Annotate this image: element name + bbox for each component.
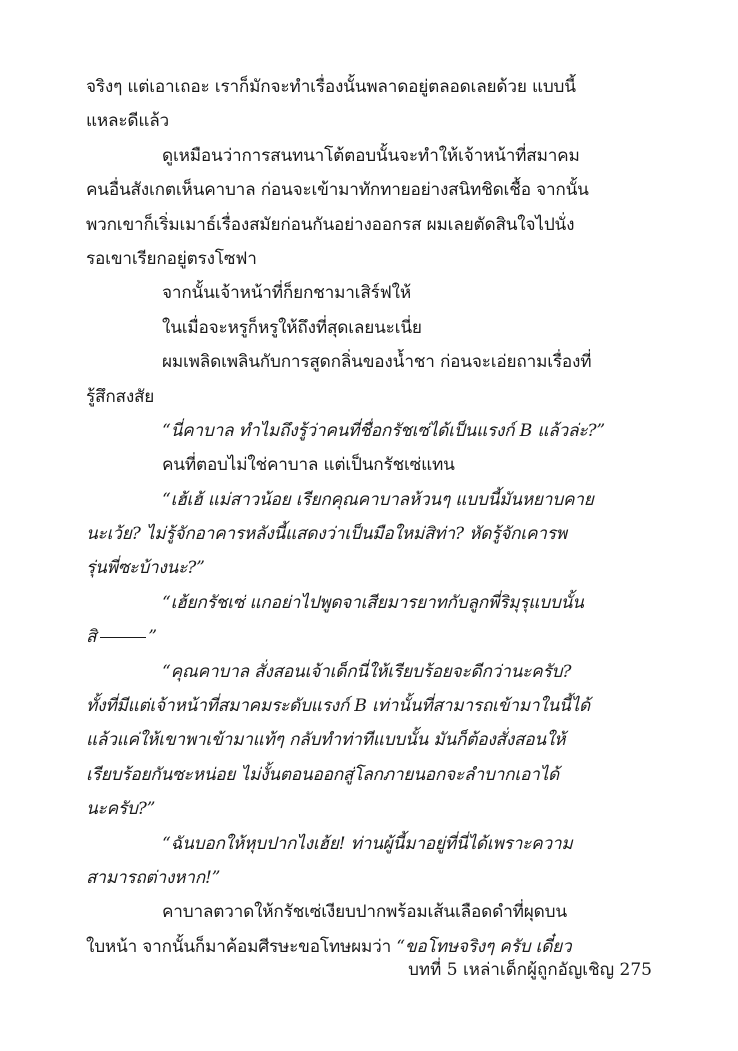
text-line: คาบาลตวาดให้กรัชเซ่เงียบปากพร้อมเส้นเลือดดำที่ผุดบน <box>162 902 567 923</box>
dialogue-line: ทั้งที่มีแต่เจ้าหน้าที่สมาคมระดับแรงก์ B เท่านั้นที่สามารถเข้ามาในนี้ได้ <box>86 696 590 717</box>
closing-quote: ” <box>148 627 157 648</box>
text-line: คนอื่นสังเกตเห็นคาบาล ก่อนจะเข้ามาทักทายอย่างสนิทชิดเชื้อ จากนั้น <box>86 180 589 201</box>
chapter-label: บทที่ 5 <box>408 960 458 980</box>
dialogue-line: สามารถต่างหาก!” <box>86 867 221 888</box>
text-line: คนที่ตอบไม่ใช่คาบาล แต่เป็นกรัชเซ่แทน <box>162 455 455 476</box>
text-line: จริงๆ แต่เอาเถอะ เราก็มักจะทำเรื่องนั้นพลาดอยู่ตลอดเลยด้วย แบบนี้ <box>86 77 576 97</box>
dialogue-line: “เฮ้ยกรัชเซ่ แกอย่าไปพูดจาเสียมารยาทกับลูกพี่ริมุรุแบบนั้น <box>162 592 584 613</box>
page-number: 275 <box>619 960 652 980</box>
text-line: รู้สึกสงสัย <box>86 386 155 407</box>
dialogue-line: เรียบร้อยกันซะหน่อย ไม่งั้นตอนออกสู่โลกภายนอกจะลำบากเอาได้ <box>86 764 559 785</box>
text-line: ดูเหมือนว่าการสนทนาโต้ตอบนั้นจะทำให้เจ้าหน้าที่สมาคม <box>162 145 580 166</box>
text-line: จากนั้นเจ้าหน้าที่ก็ยกชามาเสิร์ฟให้ <box>162 283 411 304</box>
page-footer <box>86 955 652 985</box>
dialogue-line: แล้วแค่ให้เขาพาเข้ามาแท้ๆ กลับทำท่าทีแบบนั้น มันก็ต้องสั่งสอนให้ <box>86 730 566 751</box>
dialogue-line: “เฮ้เฮ้ แม่สาวน้อย เรียกคุณคาบาลห้วนๆ แบบนี้มันหยาบคาย <box>162 489 594 510</box>
text-line: แหละดีแล้ว <box>86 111 169 132</box>
text-line: รอเขาเรียกอยู่ตรงโซฟา <box>86 248 257 269</box>
text-line: พวกเขาก็เริ่มเมาธ์เรื่องสมัยก่อนกันอย่างออกรส ผมเลยตัดสินใจไปนั่ง <box>86 214 575 235</box>
dialogue-line: รุ่นพี่ซะบ้างนะ?” <box>86 558 205 579</box>
narration-fragment: ใบหน้า จากนั้นก็มาค้อมศีรษะขอโทษผมว่า <box>86 936 392 957</box>
dialogue-fragment: “ขอโทษจริงๆ ครับ เดี๋ยว <box>396 936 572 957</box>
page-body <box>86 70 652 964</box>
text-line: ในเมื่อจะหรูก็หรูให้ถึงที่สุดเลยนะเนี่ย <box>162 317 422 338</box>
dialogue-line: นะเว้ย? ไม่รู้จักอาคารหลังนี้แสดงว่าเป็นมือใหม่สิท่า? หัดรู้จักเคารพ <box>86 524 567 545</box>
dialogue-line: “ฉันบอกให้หุบปากไงเฮ้ย! ท่านผู้นี้มาอยู่ที่นี่ได้เพราะความ <box>162 833 573 854</box>
text-line: ผมเพลิดเพลินกับการสูดกลิ่นของน้ำชา ก่อนจะเอ่ยถามเรื่องที่ <box>162 352 592 373</box>
dialogue-line: “คุณคาบาล สั่งสอนเจ้าเด็กนี่ให้เรียบร้อยจะดีกว่านะครับ? <box>162 661 572 682</box>
dialogue-line <box>86 620 652 654</box>
dialogue-line: นะครับ?” <box>86 799 156 820</box>
dialogue-line: “นี่คาบาล ทำไมถึงรู้ว่าคนที่ชื่อกรัชเซ่ได้เป็นแรงก์ B แล้วล่ะ?” <box>162 420 605 441</box>
dialogue-fragment: สิ <box>86 627 97 648</box>
chapter-title: เหล่าเด็กผู้ถูกอัญเชิญ <box>462 960 615 980</box>
em-dash <box>100 637 146 638</box>
